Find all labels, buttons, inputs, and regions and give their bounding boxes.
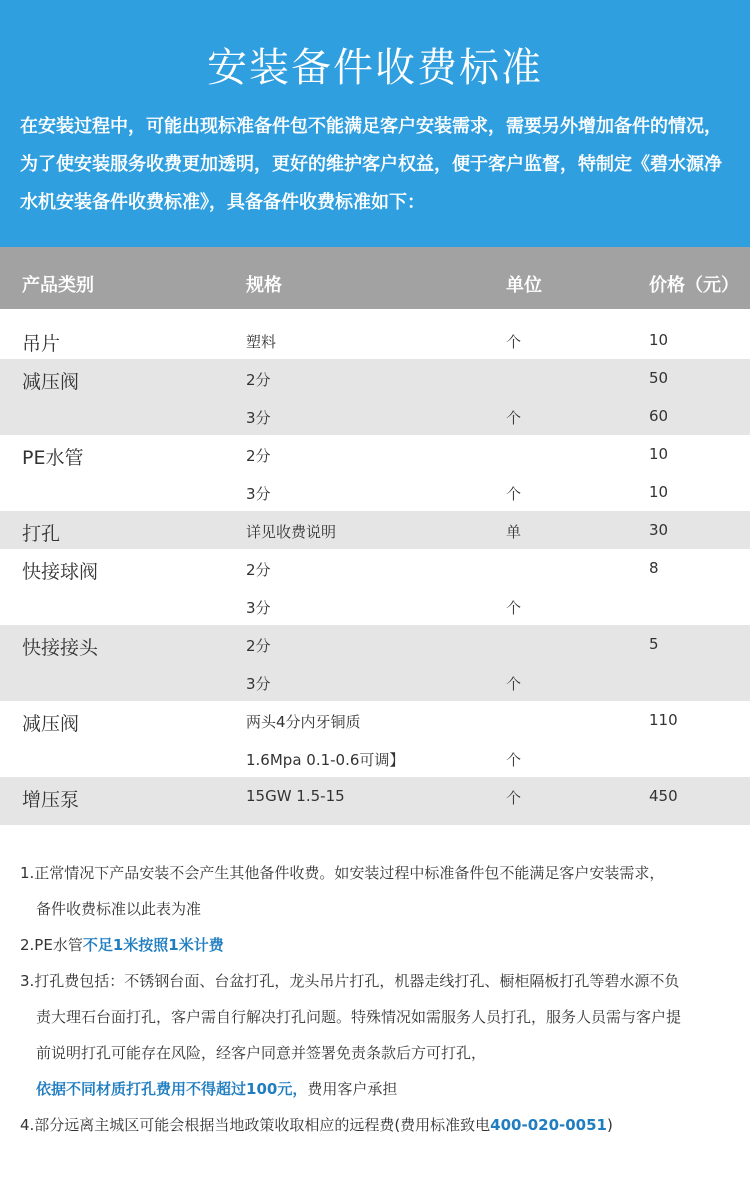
note-2-highlight: 不足1米按照1米计费 xyxy=(82,936,224,954)
cell-unit: 单 xyxy=(506,523,522,541)
col-spec: 规格 xyxy=(246,275,282,296)
table-group xyxy=(0,309,750,359)
cell-unit: 个 xyxy=(506,333,522,351)
table-group xyxy=(0,511,750,549)
table-group xyxy=(0,701,750,777)
note-1 xyxy=(20,855,730,927)
category-label: 增压泵 xyxy=(22,789,80,811)
table-row xyxy=(0,701,750,739)
table-row xyxy=(0,587,750,625)
table-row xyxy=(0,397,750,435)
col-price: 价格（元） xyxy=(649,275,739,296)
notes-section xyxy=(20,855,730,1143)
table-row xyxy=(0,739,750,777)
cell-spec: 1.6Mpa 0.1-0.6可调】 xyxy=(246,751,405,769)
note-3-line-2: 责大理石台面打孔，客户需自行解决打孔问题。特殊情况如需服务人员打孔，服务人员需与客户提 xyxy=(36,1008,682,1026)
category-label: 减压阀 xyxy=(22,713,80,735)
cell-unit: 个 xyxy=(506,599,522,617)
table-row xyxy=(0,549,750,587)
phone-number: 400-020-0051 xyxy=(490,1116,607,1134)
cell-price: 10 xyxy=(649,331,669,349)
note-1-line-1: 1.正常情况下产品安装不会产生其他备件收费。如安装过程中标准备件包不能满足客户安装需求， xyxy=(20,864,665,882)
note-2-prefix: 2.PE水管 xyxy=(20,936,83,954)
cell-spec: 3分 xyxy=(246,485,271,503)
cell-spec: 塑料 xyxy=(246,333,277,351)
header-banner xyxy=(0,0,750,247)
cell-price: 60 xyxy=(649,407,669,425)
cell-price: 450 xyxy=(649,787,678,805)
note-3-highlight: 依据不同材质打孔费用不得超过100元， xyxy=(36,1080,308,1098)
cell-unit: 个 xyxy=(506,675,522,693)
cell-unit: 个 xyxy=(506,751,522,769)
intro-text: 在安装过程中，可能出现标准备件包不能满足客户安装需求，需要另外增加备件的情况，为了使安装服务收费更加透明，更好的维护客户权益，便于客户监督，特制定《碧水源净水机安装备件收费标准》，具备备件收费标准如下： xyxy=(20,116,722,213)
cell-price: 50 xyxy=(649,369,669,387)
table-row xyxy=(0,511,750,549)
note-4 xyxy=(20,1107,730,1143)
table-group xyxy=(0,435,750,511)
category-label: 吊片 xyxy=(22,333,61,355)
table-group xyxy=(0,625,750,701)
table-group xyxy=(0,777,750,825)
cell-spec: 2分 xyxy=(246,447,271,465)
cell-price: 8 xyxy=(649,559,659,577)
col-category: 产品类别 xyxy=(22,275,94,296)
note-3-line-1: 3.打孔费包括：不锈钢台面、台盆打孔，龙头吊片打孔，机器走线打孔、橱柜隔板打孔等碧水源不负 xyxy=(20,972,680,990)
note-3-line-3: 前说明打孔可能存在风险，经客户同意并签署免责条款后方可打孔， xyxy=(36,1044,487,1062)
table-row xyxy=(0,359,750,397)
table-header xyxy=(0,247,750,309)
col-unit: 单位 xyxy=(506,275,542,296)
note-3-suffix: 费用客户承担 xyxy=(307,1080,398,1098)
cell-price: 5 xyxy=(649,635,659,653)
cell-spec: 3分 xyxy=(246,599,271,617)
table-row xyxy=(0,663,750,701)
cell-unit: 个 xyxy=(506,485,522,503)
cell-spec: 详见收费说明 xyxy=(246,523,337,541)
note-1-line-2: 备件收费标准以此表为准 xyxy=(36,900,202,918)
note-4-prefix: 4.部分远离主城区可能会根据当地政策收取相应的远程费(费用标准致电 xyxy=(20,1116,491,1134)
category-label: 快接接头 xyxy=(22,637,99,659)
cell-spec: 2分 xyxy=(246,371,271,389)
table-group xyxy=(0,359,750,435)
table-row xyxy=(0,321,750,359)
cell-price: 110 xyxy=(649,711,678,729)
category-label: 减压阀 xyxy=(22,371,80,393)
page-title: 安装备件收费标准 xyxy=(207,45,543,91)
cell-price: 30 xyxy=(649,521,669,539)
cell-spec: 两头4分内牙铜质 xyxy=(246,713,361,731)
cell-unit: 个 xyxy=(506,789,522,807)
cell-spec: 2分 xyxy=(246,637,271,655)
category-label: 快接球阀 xyxy=(22,561,99,583)
cell-spec: 15GW 1.5-15 xyxy=(246,787,345,805)
table-row xyxy=(0,435,750,473)
note-3 xyxy=(20,963,730,1107)
note-2 xyxy=(20,927,730,963)
table-row xyxy=(0,625,750,663)
category-label: PE水管 xyxy=(22,447,84,469)
cell-spec: 3分 xyxy=(246,409,271,427)
table-row xyxy=(0,777,750,815)
cell-price: 10 xyxy=(649,445,669,463)
note-4-suffix: ) xyxy=(607,1116,613,1134)
cell-unit: 个 xyxy=(506,409,522,427)
cell-price: 10 xyxy=(649,483,669,501)
category-label: 打孔 xyxy=(22,523,61,545)
cell-spec: 2分 xyxy=(246,561,271,579)
table-group xyxy=(0,549,750,625)
table-row xyxy=(0,473,750,511)
cell-spec: 3分 xyxy=(246,675,271,693)
